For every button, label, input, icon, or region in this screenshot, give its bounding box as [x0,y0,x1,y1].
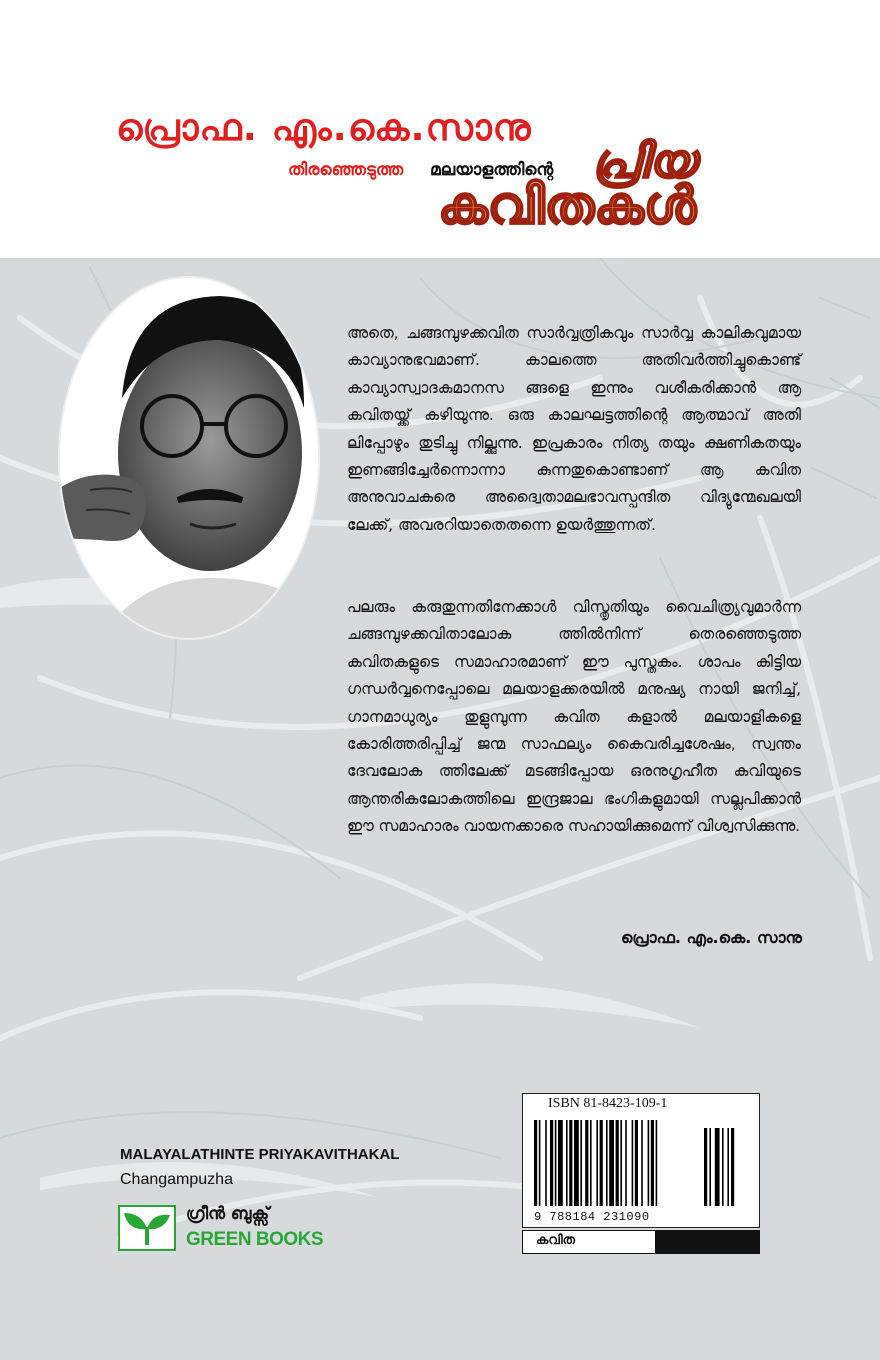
selected-label: തിരഞ്ഞെടുത്ത [288,160,404,180]
blurb-paragraph-1: അതെ, ചങ്ങമ്പുഴക്കവിത സാർവ്വത്രികവും സാർവ്വ കാലികവുമായ കാവ്യാനുഭവമാണ്. കാലത്തെ അതിവർത്തിച്ചുകൊണ്ട് കാവ്യാസ്വാദകമാനസ ങ്ങളെ ഇന്നും വശീകരിക്കാൻ ആ കവിതയ്ക്ക് കഴിയുന്നു. ഒരു കാലഘട്ടത്തിന്റെ ആത്മാവ് അതി ലിപ്പോഴും തുടിച്ചു നില്ക്കുന്നു. ഇപ്രകാരം നിത്യ തയും ക്ഷണികതയും ഇണങ്ങിച്ചേർന്നൊന്നാ കുന്നതുകൊണ്ടാണ് ആ കവിത അനുവാചകരെ അദ്വൈതാമലഭാവസ്പന്ദിത വിദ്യുന്മേഖലയി ലേക്ക്, അവരറിയാതെതന്നെ ഉയർത്തുന്നത്. [347,324,801,534]
barcode-bar [609,1120,614,1206]
barcode-bar [709,1128,711,1206]
barcode-bar [590,1120,592,1206]
barcode-bar [656,1120,658,1206]
barcode-bar [574,1120,579,1206]
category-black-band [655,1230,759,1254]
barcode-bar [651,1120,654,1206]
barcode-bar [722,1128,724,1206]
barcode-bar [580,1120,582,1206]
barcode-bar [545,1120,547,1206]
portrait-photo [60,278,318,638]
barcode-bar [715,1128,720,1206]
barcode-bar [606,1120,608,1206]
publisher-name-english: GREEN BOOKS [186,1229,324,1250]
publisher-name-malayalam: ഗ്രീൻ ബുക്സ് [186,1204,270,1224]
leaf-sprout-icon [118,1205,176,1251]
barcode-bar [731,1128,734,1206]
barcode-bar [625,1120,627,1206]
barcode-bar [616,1120,619,1206]
isbn-number: ISBN 81-8423-109-1 [548,1096,668,1111]
barcode-bar [569,1120,572,1206]
blurb-paragraph-2: പലരും കരുതുന്നതിനേക്കാൾ വിസ്തൃതിയും വൈചിത്ര്യവുമാർന്ന ചങ്ങമ്പുഴക്കവിതാലോക ത്തിൽനിന്ന് തെരഞ്ഞെടുത്ത കവിതകളുടെ സമാഹാരമാണ് ഈ പുസ്തകം. ശാപം കിട്ടിയ ഗന്ധർവ്വനെപ്പോലെ മലയാളക്കരയിൽ മനുഷ്യ നായി ജനിച്ച്, ഗാനമാധുര്യം തുളുമ്പുന്ന കവിത കളാൽ മലയാളികളെ കോരിത്തരിപ്പിച്ച് ജന്മ സാഫല്യം കൈവരിച്ചശേഷം, സ്വന്തം ദേവലോക ത്തിലേക്ക് മടങ്ങിപ്പോയ ഒരനുഗൃഹീത കവിയുടെ ആന്തരികലോകത്തിലെ ഇന്ദ്രജാല ഭംഗികളുമായി സല്ലപിക്കാൻ ഈ സമാഹാരം വായനക്കാരെ സഹായിക്കുമെന്ന് വിശ്വസിക്കുന്നു. [347,598,801,836]
barcode-bar [641,1120,643,1206]
category-label: കവിത [536,1233,576,1248]
barcode-bar [555,1120,557,1206]
title-kavithakal: കവിതകൾ [438,176,696,236]
barcode-bar [632,1120,634,1206]
malayalam-of-label: മലയാളത്തിന്റെ [430,160,554,180]
barcode [528,1120,754,1212]
barcode-bar [566,1120,568,1206]
barcode-bar [635,1120,638,1206]
signature: പ്രൊഫ. എം.കെ. സാനു [621,928,802,947]
barcode-bar [704,1128,707,1206]
barcode-bar [550,1120,553,1206]
barcode-bar [539,1120,541,1206]
editor-name: പ്രൊഫ. എം.കെ.സാനു [116,106,532,149]
barcode-digits: 9 788184 231090 [534,1210,650,1224]
barcode-bar [648,1120,650,1206]
barcode-bar [600,1120,603,1206]
barcode-bar [558,1120,563,1206]
book-author: Changampuzha [120,1171,233,1188]
barcode-bar [534,1120,537,1206]
title-priya: പ്രിയ [592,134,696,188]
barcode-bar [596,1120,598,1206]
barcode-bar [727,1128,729,1206]
portrait-illustration [60,278,318,638]
book-title: MALAYALATHINTE PRIYAKAVITHAKAL [120,1146,400,1163]
barcode-bar [585,1120,588,1206]
barcode-bar [620,1120,622,1206]
